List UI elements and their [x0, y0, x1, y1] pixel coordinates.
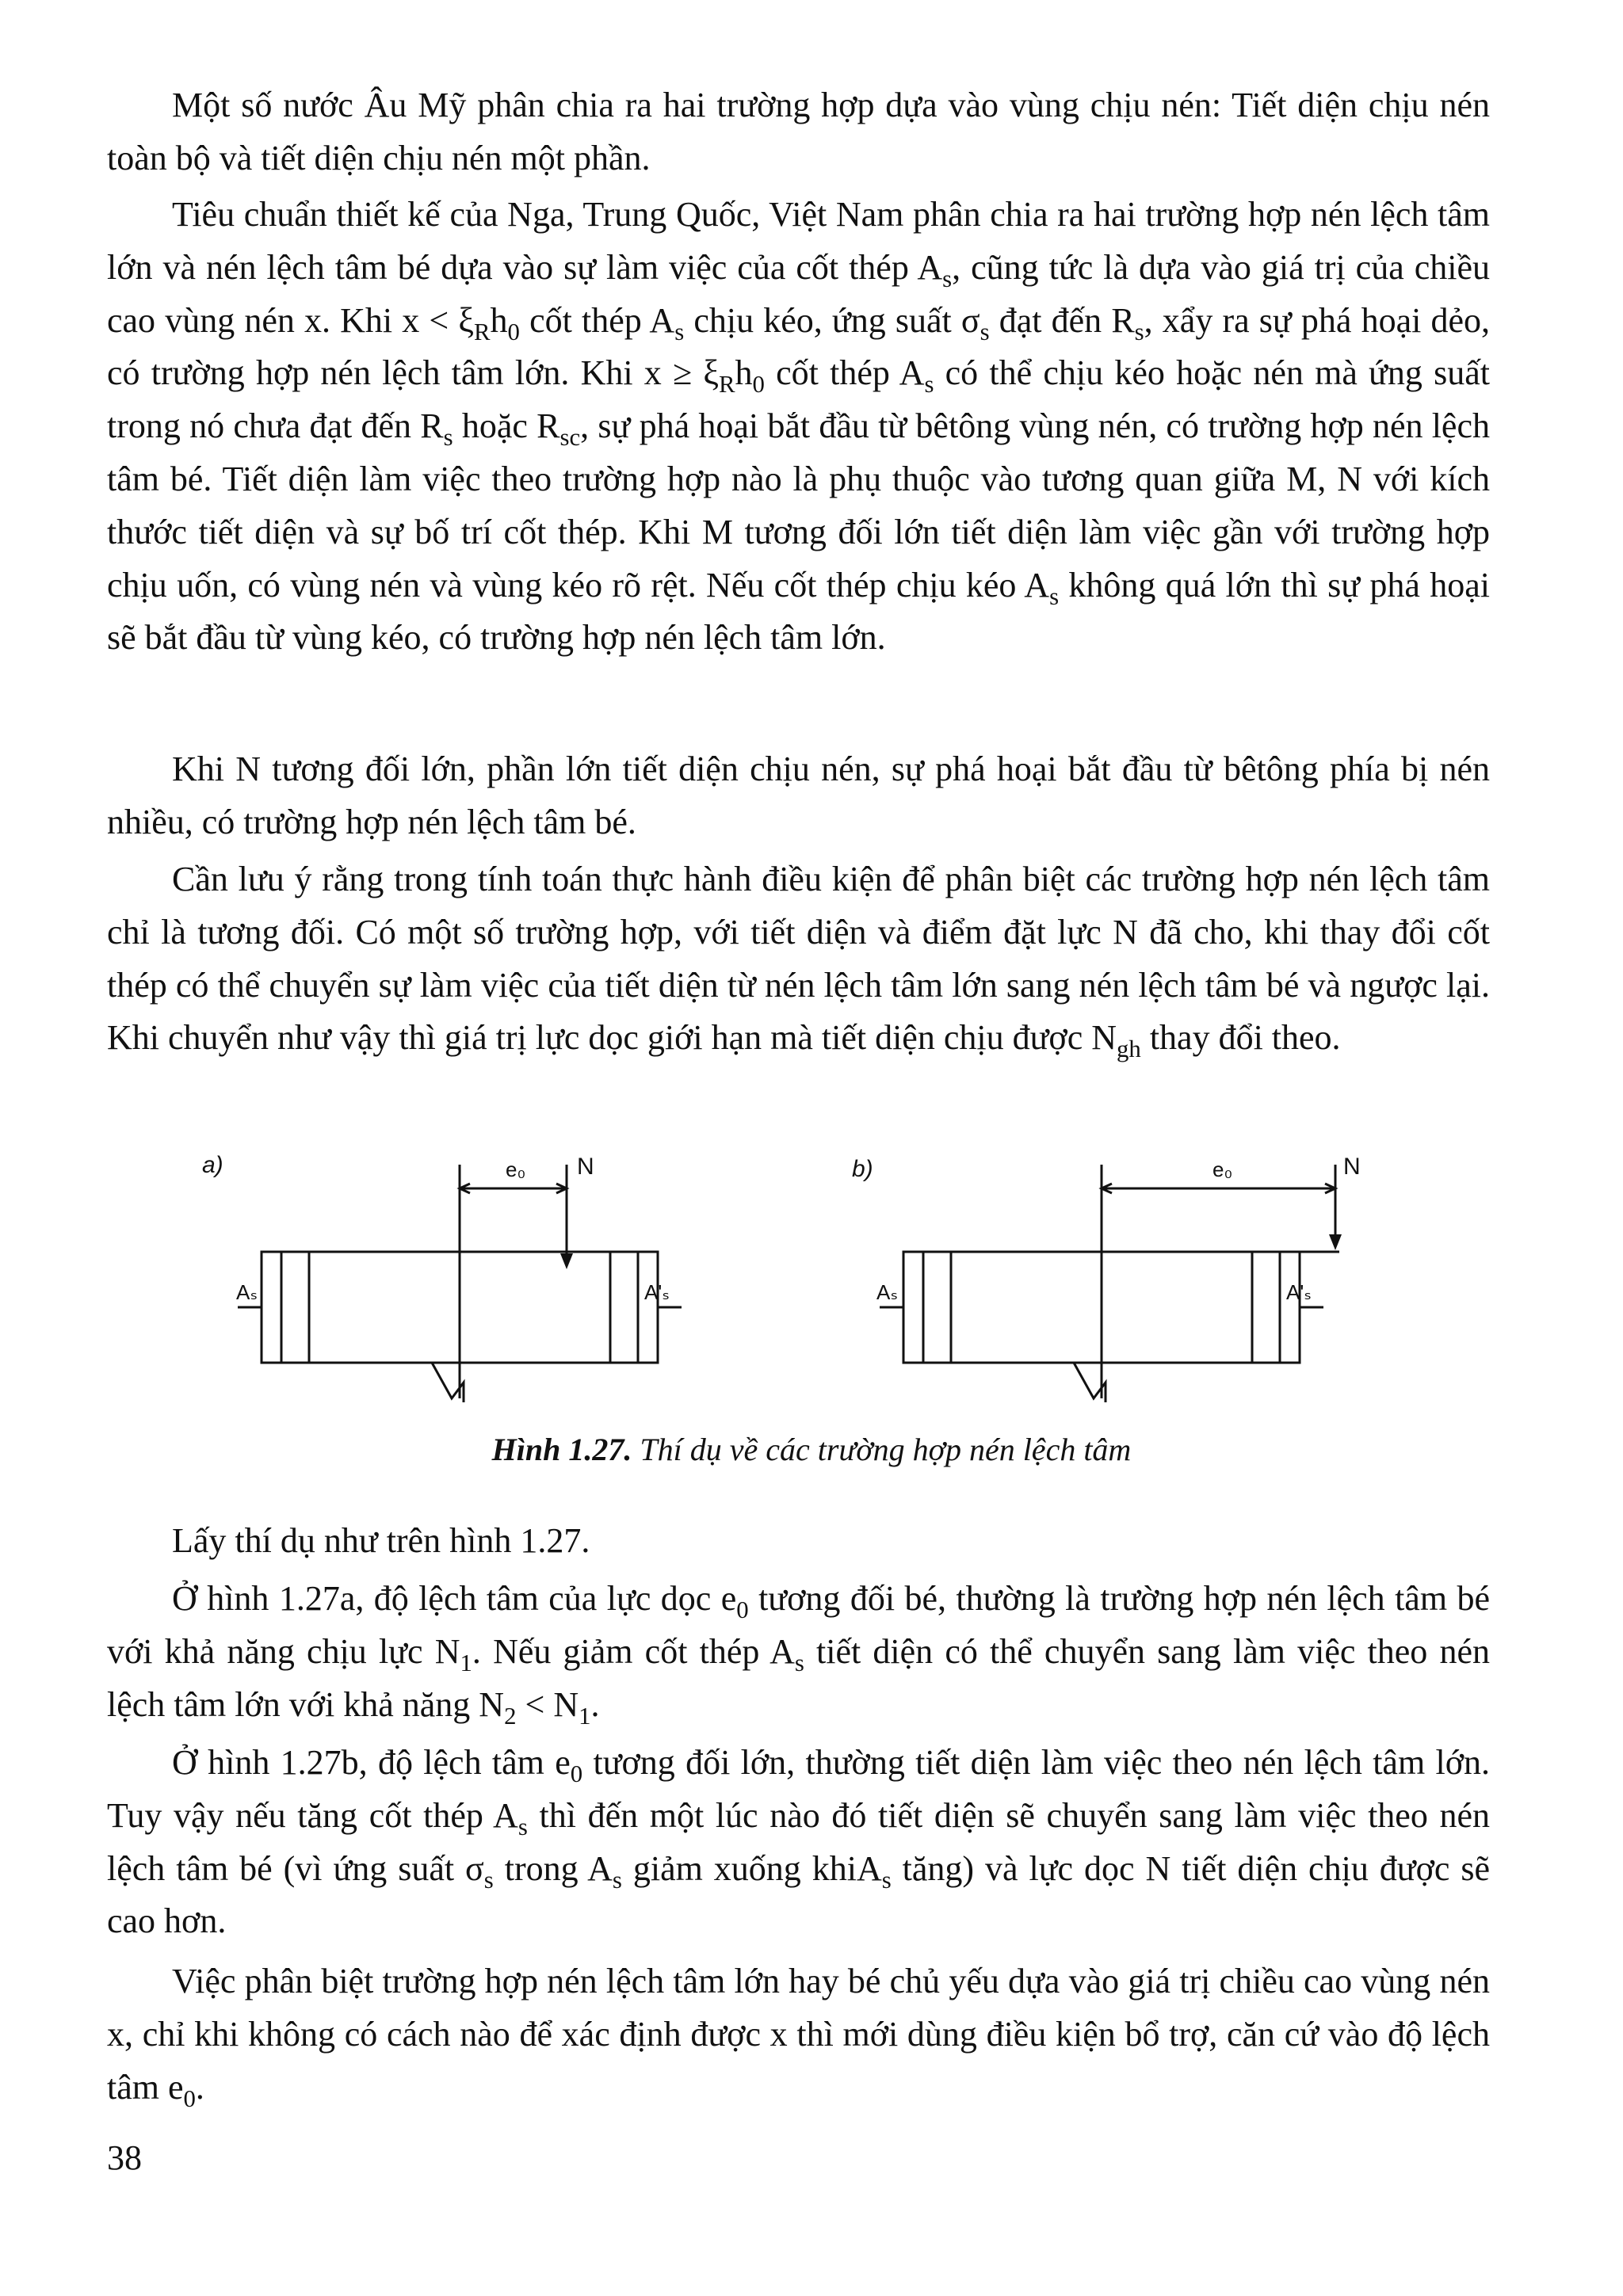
panel-b	[880, 1165, 1339, 1402]
figure-1-27	[190, 1133, 1379, 1426]
eccentricity-label-a: e₀	[506, 1158, 526, 1181]
paragraph-3: Khi N tương đối lớn, phần lớn tiết diện chịu nén, sự phá hoại bắt đầu từ bêtông phía bị nén nhiều, có trường hợp nén lệch tâm bé.	[107, 749, 1490, 841]
force-label-a: N	[577, 1154, 594, 1180]
force-arrow-a	[560, 1253, 573, 1269]
figure-caption-text: Thí dụ về các trường hợp nén lệch tâm	[640, 1432, 1132, 1467]
panel-b-label: b)	[852, 1156, 873, 1182]
left-steel-label-b: Aₛ	[876, 1280, 899, 1304]
paragraph-1: Một số nước Âu Mỹ phân chia ra hai trường hợp dựa vào vùng chịu nén: Tiết diện chịu nén toàn bộ và tiết diện chịu nén một phần.	[107, 86, 1490, 177]
paragraph-7: Ở hình 1.27b, độ lệch tâm $e_0$ tương đối lớn, thường tiết diện làm việc theo nén lệch tâm lớn. Tuy vậy nếu tăng cốt thép $A_s$ thì đến một lúc nào đó tiết diện sẽ chuyển sang làm việc theo nén lệch tâm bé (vì ứng suất $\sigma_s$ trong $A_s$ giảm xuống khiA$_s$ tăng) và lực dọc N tiết diện chịu được sẽ cao hơn.	[107, 1743, 1491, 1941]
paragraph-5: Lấy thí dụ như trên hình 1.27.	[172, 1521, 590, 1560]
paragraph-4: Cần lưu ý rằng trong tính toán thực hành điều kiện để phân biệt các trường hợp nén lệch tâm chỉ là tương đối. Có một số trường hợp, với tiết diện và điểm đặt lực N đã cho, khi thay đổi cốt thép có thể chuyển sự làm việc của tiết diện từ nén lệch tâm lớn sang nén lệch tâm bé và ngược lại. Khi chuyển như vậy thì giá trị lực dọc giới hạn mà tiết diện chịu được $N_{gh}$ thay đổi theo.	[107, 860, 1490, 1063]
page-number: 38	[107, 2138, 142, 2177]
eccentric-compression-diagram	[190, 1133, 1379, 1426]
force-arrow-b	[1329, 1234, 1342, 1250]
paragraph-2: Tiêu chuẩn thiết kế của Nga, Trung Quốc, Việt Nam phân chia ra hai trường hợp nén lệch tâm lớn và nén lệch tâm bé dựa vào sự làm việc của cốt thép $A_s$, cũng tức là dựa vào giá trị của chiều cao vùng nén x. Khi $x < \xi_Rh_0$ cốt thép $A_s$ chịu kéo, ứng suất $\sigma_s$ đạt đến $R_s$, xẩy ra sự phá hoại dẻo, có trường hợp nén lệch tâm lớn. Khi $x \ge \xi_Rh_0$ cốt thép $A_s$ có thể chịu kéo hoặc nén mà ứng suất trong nó chưa đạt đến $R_s$ hoặc $R_{sc}$, sự phá hoại bắt đầu từ bêtông vùng nén, có trường hợp nén lệch tâm bé. Tiết diện làm việc theo trường hợp nào là phụ thuộc vào tương quan giữa M, N với kích thước tiết diện và sự bố trí cốt thép. Khi M tương đối lớn tiết diện làm việc gần với trường hợp chịu uốn, có vùng nén và vùng kéo rõ rệt. Nếu cốt thép chịu kéo $A_s$ không quá lớn thì sự phá hoại sẽ bắt đầu từ vùng kéo, có trường hợp nén lệch tâm lớn.	[107, 195, 1490, 658]
panel-a-label: a)	[202, 1152, 223, 1178]
eccentricity-label-b: e₀	[1212, 1158, 1233, 1181]
panel-a	[238, 1165, 682, 1402]
paragraph-8: Việc phân biệt trường hợp nén lệch tâm lớn hay bé chủ yếu dựa vào giá trị chiều cao vùng nén x, chỉ khi không có cách nào để xác định được x thì mới dùng điều kiện bổ trợ, căn cứ vào độ lệch tâm $e_0$.	[107, 1962, 1490, 2112]
left-steel-label-a: Aₛ	[236, 1280, 258, 1304]
paragraph-6: Ở hình 1.27a, độ lệch tâm của lực dọc $e_0$ tương đối bé, thường là trường hợp nén lệch tâm bé với khả năng chịu lực $N_1$. Nếu giảm cốt thép $A_s$ tiết diện có thể chuyển sang làm việc theo nén lệch tâm lớn với khả năng $N_2 < N_1$.	[107, 1579, 1491, 1730]
figure-number: Hình 1.27.	[491, 1432, 632, 1467]
right-steel-label-b: A'ₛ	[1286, 1280, 1312, 1304]
figure-caption	[0, 1431, 1623, 1468]
force-label-b: N	[1343, 1154, 1361, 1180]
right-steel-label-a: A'ₛ	[644, 1280, 670, 1304]
